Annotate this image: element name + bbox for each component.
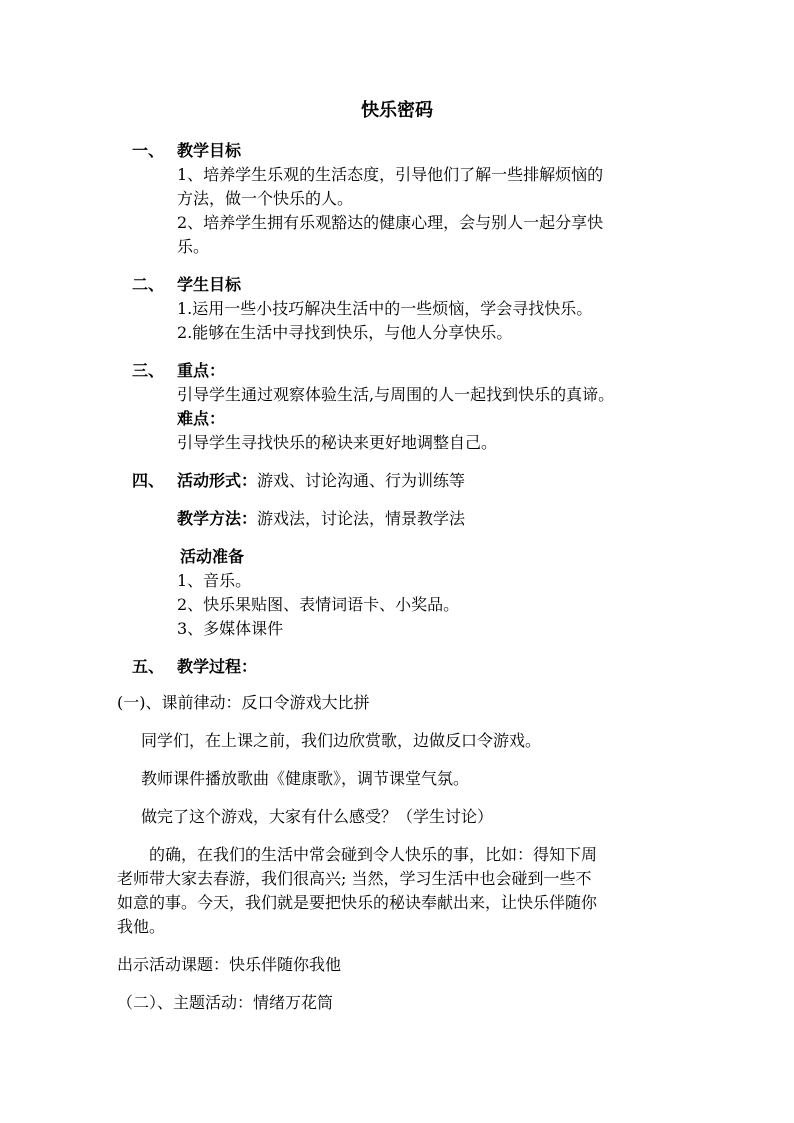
paragraph: 做完了这个游戏，大家有什么感受？（学生讨论） bbox=[141, 807, 494, 826]
teaching-method-label: 教学方法： bbox=[177, 509, 258, 528]
section-2-heading: 学生目标 bbox=[177, 275, 242, 294]
section-3-heading: 重点： bbox=[177, 361, 226, 380]
activity-prep-item: 1、音乐。 bbox=[177, 571, 252, 590]
paragraph: 教师课件播放歌曲《健康歌》，调节课堂气氛。 bbox=[141, 769, 470, 788]
teaching-method bbox=[177, 507, 465, 531]
document-title: 快乐密码 bbox=[361, 100, 433, 121]
activity-form-label: 活动形式： bbox=[177, 471, 258, 490]
section-5-number: 五、 bbox=[132, 657, 165, 676]
part-2-heading: （二）、主题活动：情绪万花筒 bbox=[117, 993, 334, 1012]
paragraph: 同学们，在上课之前，我们边欣赏歌，边做反口令游戏。 bbox=[141, 731, 542, 750]
activity-topic: 出示活动课题：快乐伴随你我他 bbox=[117, 955, 342, 974]
teaching-method-value: 游戏法，讨论法，情景教学法 bbox=[257, 509, 466, 528]
section-1-line: 乐。 bbox=[177, 237, 210, 256]
section-3-heading-2: 难点： bbox=[177, 409, 226, 428]
paragraph-line: 老师带大家去春游，我们很高兴; 当然，学习生活中也会碰到一些不 bbox=[117, 869, 592, 888]
part-1-heading: (一)、课前律动：反口令游戏大比拼 bbox=[117, 693, 370, 712]
activity-form bbox=[177, 469, 465, 493]
section-5-heading: 教学过程： bbox=[177, 657, 258, 676]
paragraph-line: 如意的事。今天，我们就是要把快乐的秘诀奉献出来，让快乐伴随你 bbox=[117, 893, 598, 912]
paragraph-line: 的确，在我们的生活中常会碰到令人快乐的事，比如：得知下周 bbox=[149, 845, 598, 864]
activity-form-value: 游戏、讨论沟通、行为训练等 bbox=[257, 471, 466, 490]
section-4-number: 四、 bbox=[132, 471, 165, 490]
activity-prep-item: 3、多媒体课件 bbox=[177, 619, 284, 638]
activity-prep-item: 2、快乐果贴图、表情词语卡、小奖品。 bbox=[177, 595, 460, 614]
section-2-number: 二、 bbox=[132, 275, 165, 294]
section-3-line: 引导学生通过观察体验生活,与周围的人一起找到快乐的真谛。 bbox=[177, 385, 615, 404]
section-2-line: 1.运用一些小技巧解决生活中的一些烦恼，学会寻找快乐。 bbox=[177, 299, 593, 318]
section-1-line: 2、培养学生拥有乐观豁达的健康心理，会与别人一起分享快 bbox=[177, 213, 604, 232]
section-1-line: 1、培养学生乐观的生活态度，引导他们了解一些排解烦恼的 bbox=[177, 165, 604, 184]
section-1-number: 一、 bbox=[132, 141, 165, 160]
paragraph-line: 我他。 bbox=[117, 917, 166, 936]
section-1-line: 方法，做一个快乐的人。 bbox=[177, 189, 354, 208]
section-3-line: 引导学生寻找快乐的秘诀来更好地调整自己。 bbox=[177, 433, 498, 452]
activity-prep-heading: 活动准备 bbox=[180, 547, 245, 566]
section-3-number: 三、 bbox=[132, 361, 165, 380]
section-1-heading: 教学目标 bbox=[177, 141, 242, 160]
section-2-line: 2.能够在生活中寻找到快乐，与他人分享快乐。 bbox=[177, 323, 513, 342]
